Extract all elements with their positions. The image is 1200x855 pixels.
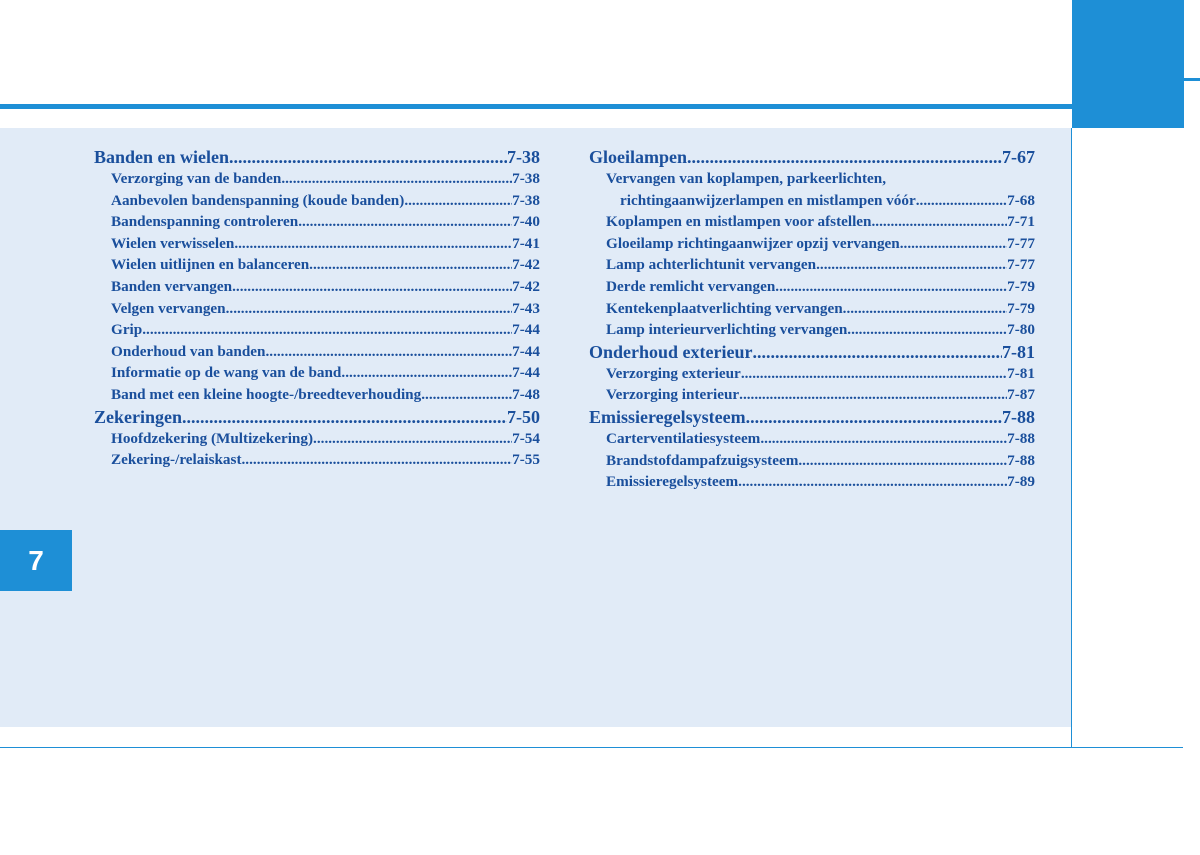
- dot-leader: [421, 384, 512, 406]
- dot-leader: [872, 211, 1008, 233]
- toc-right-column: [589, 146, 1035, 493]
- toc-page-number: 7-77: [1007, 234, 1035, 252]
- toc-section-entry[interactable]: [94, 146, 540, 168]
- toc-entry[interactable]: [589, 168, 1035, 190]
- toc-page-number: 7-44: [512, 342, 540, 360]
- toc-page-number: 7-67: [1002, 147, 1035, 167]
- toc-entry-title: richtingaanwijzerlampen en mistlampen vóór: [620, 191, 916, 209]
- dot-leader: [847, 319, 1007, 341]
- toc-entry[interactable]: [94, 168, 540, 190]
- toc-page-number: 7-44: [512, 364, 540, 382]
- toc-entry-title: Informatie op de wang van de band: [111, 364, 342, 382]
- toc-page-number: 7-42: [512, 277, 540, 295]
- toc-entry-title: Wielen uitlijnen en balanceren: [111, 256, 310, 274]
- toc-page-number: 7-38: [507, 147, 540, 167]
- toc-entry-title: Emissieregelsysteem: [606, 473, 739, 491]
- toc-page-number: 7-42: [512, 256, 540, 274]
- toc-page-number: 7-54: [512, 429, 540, 447]
- dot-leader: [298, 211, 512, 233]
- toc-entry[interactable]: [94, 362, 540, 384]
- dot-leader: [229, 146, 507, 168]
- dot-leader: [760, 428, 1007, 450]
- chapter-tab: 7: [0, 530, 72, 591]
- dot-leader: [142, 319, 512, 341]
- dot-leader: [739, 384, 1007, 406]
- toc-entry[interactable]: [589, 363, 1035, 385]
- toc-page-number: 7-41: [512, 234, 540, 252]
- toc-entry-title: Brandstofdampafzuigsysteem: [606, 451, 799, 469]
- toc-entry[interactable]: [94, 428, 540, 450]
- toc-entry-title: Banden en wielen: [94, 147, 230, 167]
- toc-section-entry[interactable]: [589, 341, 1035, 363]
- toc-entry[interactable]: [94, 211, 540, 233]
- toc-section-entry[interactable]: [589, 146, 1035, 168]
- toc-page-number: 7-88: [1002, 406, 1035, 427]
- toc-entry-title: Lamp achterlichtunit vervangen: [606, 256, 817, 274]
- toc-entry-title: Gloeilampen: [589, 147, 687, 167]
- toc-page-number: 7-81: [1007, 364, 1035, 382]
- toc-entry-title: Onderhoud exterieur: [589, 341, 753, 362]
- dot-leader: [816, 254, 1007, 276]
- toc-page-number: 7-87: [1007, 386, 1035, 404]
- dot-leader: [234, 233, 512, 255]
- toc-entry-title: Gloeilamp richtingaanwijzer opzij vervangen: [606, 234, 900, 252]
- toc-page-number: 7-80: [1007, 321, 1035, 339]
- toc-page-number: 7-40: [512, 213, 540, 231]
- toc-entry-title: Verzorging interieur: [606, 386, 740, 404]
- toc-entry[interactable]: [589, 298, 1035, 320]
- toc-entry-title: Verzorging exterieur: [606, 364, 741, 382]
- toc-entry-title: Grip: [111, 321, 143, 339]
- toc-entry-title: Onderhoud van banden: [111, 342, 266, 360]
- toc-section-entry[interactable]: [589, 406, 1035, 428]
- dot-leader: [309, 254, 512, 276]
- toc-page-number: 7-43: [512, 299, 540, 317]
- toc-entry[interactable]: [94, 276, 540, 298]
- dot-leader: [242, 449, 513, 471]
- dot-leader: [341, 362, 512, 384]
- dot-leader: [753, 341, 1003, 363]
- toc-page-number: 7-88: [1007, 451, 1035, 469]
- toc-entry[interactable]: [94, 384, 540, 406]
- toc-entry-title: Koplampen en mistlampen voor afstellen: [606, 213, 872, 231]
- toc-page-number: 7-38: [512, 170, 540, 187]
- dot-leader: [900, 233, 1007, 255]
- toc-page-number: 7-38: [512, 191, 540, 209]
- toc-entry[interactable]: [589, 384, 1035, 406]
- dot-leader: [404, 190, 512, 212]
- toc-page-number: 7-79: [1007, 299, 1035, 317]
- toc-entry[interactable]: [94, 233, 540, 255]
- toc-entry-title: Velgen vervangen: [111, 299, 226, 317]
- toc-entry[interactable]: [589, 450, 1035, 472]
- toc-entry-title: Kentekenplaatverlichting vervangen: [606, 299, 843, 317]
- toc-entry[interactable]: [589, 254, 1035, 276]
- toc-page-number: 7-71: [1007, 213, 1035, 231]
- toc-left-column: [94, 146, 540, 471]
- right-border: [1071, 128, 1072, 748]
- dot-leader: [232, 276, 512, 298]
- toc-entry-title: Vervangen van koplampen, parkeerlichten,: [606, 170, 886, 187]
- toc-entry-title: Hoofdzekering (Multizekering): [111, 429, 314, 447]
- toc-entry-title: Wielen verwisselen: [111, 234, 235, 252]
- toc-entry[interactable]: [94, 190, 540, 212]
- toc-page-number: 7-48: [512, 385, 540, 403]
- toc-entry-title: Zekering-/relaiskast: [111, 451, 242, 469]
- toc-page-number: 7-81: [1002, 341, 1035, 362]
- toc-entry-title: Verzorging van de banden: [111, 170, 282, 187]
- toc-page-number: 7-88: [1007, 429, 1035, 447]
- toc-entry[interactable]: [589, 276, 1035, 298]
- toc-entry-title: Banden vervangen: [111, 277, 233, 295]
- dot-leader: [916, 190, 1007, 212]
- header-rule: [0, 104, 1072, 109]
- toc-entry[interactable]: [589, 428, 1035, 450]
- toc-entry-title: Carterventilatiesysteem: [606, 429, 761, 447]
- dot-leader: [281, 168, 512, 190]
- toc-entry-title: Derde remlicht vervangen: [606, 277, 776, 295]
- toc-entry[interactable]: [589, 319, 1035, 341]
- dot-leader: [226, 298, 513, 320]
- dot-leader: [265, 341, 512, 363]
- toc-entry-title: Emissieregelsysteem: [589, 406, 746, 427]
- toc-page-number: 7-44: [512, 321, 540, 339]
- dot-leader: [843, 298, 1008, 320]
- toc-entry[interactable]: [94, 449, 540, 471]
- footer-rule: [0, 747, 1183, 748]
- dot-leader: [746, 406, 1002, 428]
- dot-leader: [798, 450, 1007, 472]
- toc-entry[interactable]: [94, 254, 540, 276]
- toc-entry[interactable]: [589, 190, 1035, 212]
- toc-page-number: 7-55: [512, 451, 540, 469]
- toc-entry[interactable]: [589, 211, 1035, 233]
- toc-page-number: 7-68: [1007, 191, 1035, 209]
- toc-page-number: 7-77: [1007, 256, 1035, 274]
- toc-entry-title: Bandenspanning controleren: [111, 213, 299, 231]
- dot-leader: [738, 471, 1007, 493]
- toc-page-number: 7-50: [507, 406, 540, 427]
- toc-entry[interactable]: [94, 341, 540, 363]
- toc-entry[interactable]: [94, 298, 540, 320]
- dot-leader: [775, 276, 1007, 298]
- toc-entry[interactable]: [589, 233, 1035, 255]
- corner-tab: [1072, 0, 1184, 128]
- dot-leader: [741, 363, 1007, 385]
- toc-entry[interactable]: [589, 471, 1035, 493]
- toc-entry[interactable]: [94, 319, 540, 341]
- dot-leader: [687, 146, 1002, 168]
- dot-leader: [313, 428, 512, 450]
- toc-entry-title: Zekeringen: [94, 406, 182, 427]
- corner-tick: [1184, 78, 1200, 81]
- toc-page-number: 7-89: [1007, 473, 1035, 491]
- toc-page-number: 7-79: [1007, 277, 1035, 295]
- dot-leader: [182, 406, 507, 428]
- toc-section-entry[interactable]: [94, 406, 540, 428]
- toc-entry-title: Lamp interieurverlichting vervangen: [606, 321, 848, 339]
- toc-entry-title: Aanbevolen bandenspanning (koude banden): [111, 191, 405, 209]
- toc-entry-title: Band met een kleine hoogte-/breedteverhouding: [111, 385, 422, 403]
